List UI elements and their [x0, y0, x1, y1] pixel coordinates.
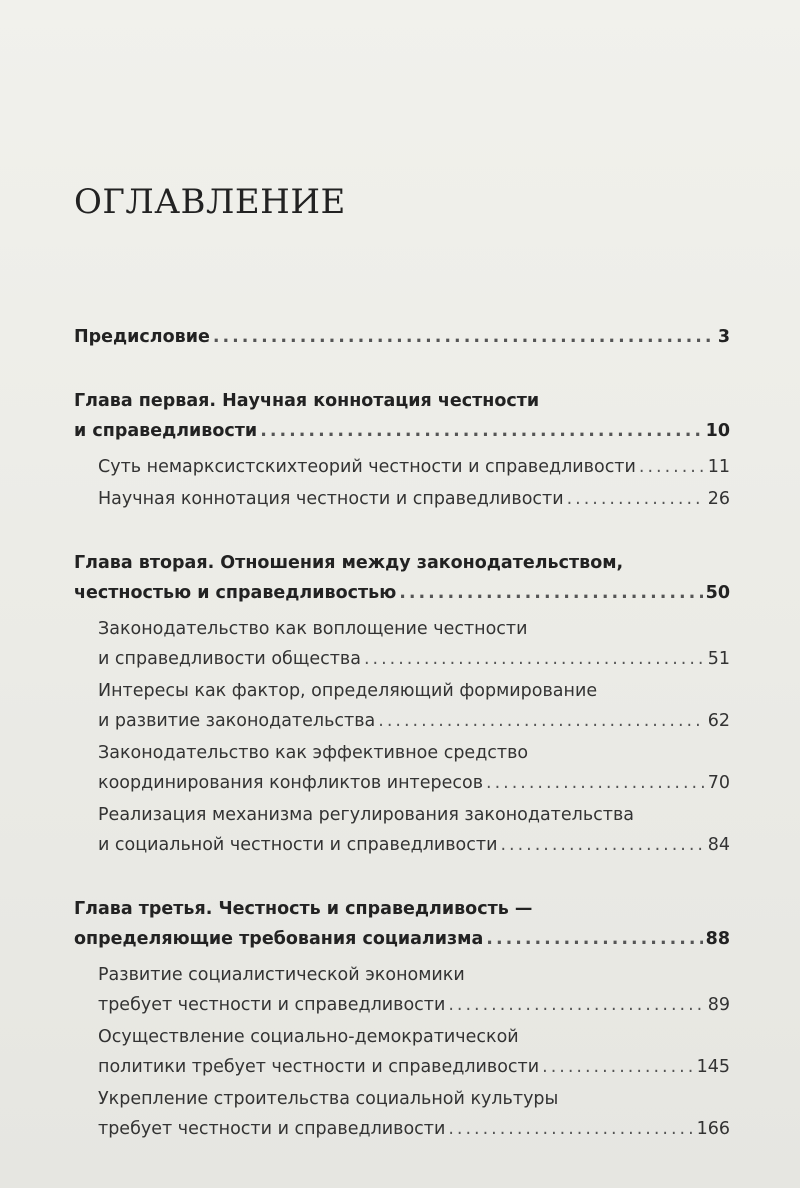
toc-entry-title-line: определяющие требования социализма	[74, 929, 484, 949]
toc-entry-title-line: координирования конфликтов интересов	[98, 773, 484, 793]
toc-entry-title-line: Предисловие	[74, 327, 210, 347]
toc-entry-row	[98, 990, 730, 1020]
dot-leader	[448, 1114, 693, 1144]
toc-section-entry	[98, 1022, 730, 1082]
dot-leader	[399, 578, 702, 608]
toc-page-number: 70	[707, 773, 730, 793]
toc-entry-title-line: Реализация механизма регулирования законодательства	[98, 805, 634, 825]
toc-entry-title-line: и справедливости	[74, 421, 258, 441]
toc-entry-row	[74, 322, 730, 352]
toc-entry-row	[74, 924, 730, 954]
toc-entry-title-line: и развитие законодательства	[98, 711, 376, 731]
toc-section-entry	[98, 960, 730, 1020]
toc-entry-title-line: Законодательство как воплощение честности	[98, 619, 528, 639]
toc-page-number: 51	[707, 649, 730, 669]
toc-chapter-entry	[74, 386, 730, 446]
toc-entry-title-line: Глава третья. Честность и справедливость —	[74, 899, 533, 919]
table-of-contents	[74, 322, 730, 1144]
dot-leader	[639, 452, 705, 482]
toc-entry-title-line: Глава вторая. Отношения между законодательством,	[74, 553, 624, 573]
toc-page-number: 10	[705, 421, 730, 441]
spacer	[74, 860, 730, 894]
toc-chapter-entry	[74, 322, 730, 352]
toc-section-entry	[98, 676, 730, 736]
toc-section-entry	[98, 1084, 730, 1144]
spacer	[74, 514, 730, 548]
toc-page-number: 26	[707, 489, 730, 509]
dot-leader	[378, 706, 704, 736]
toc-entry-row	[98, 452, 730, 482]
toc-page-number: 89	[707, 995, 730, 1015]
toc-section-entry	[98, 484, 730, 514]
toc-entry-row	[98, 830, 730, 860]
toc-section-entry	[98, 452, 730, 482]
toc-entry-row	[74, 578, 730, 608]
toc-page-number: 3	[717, 327, 730, 347]
page-title: ОГЛАВЛЕНИЕ	[74, 182, 346, 222]
toc-entry-title-line: Научная коннотация честности и справедливости	[98, 489, 564, 509]
toc-page-number: 11	[707, 457, 730, 477]
toc-chapter-entry	[74, 548, 730, 608]
dot-leader	[213, 322, 715, 352]
toc-entry-row	[98, 768, 730, 798]
toc-entry-title-line: Интересы как фактор, определяющий формирование	[98, 681, 598, 701]
toc-entry-title-line: Укрепление строительства социальной культуры	[98, 1089, 559, 1109]
toc-entry-title-line: Развитие социалистической экономики	[98, 965, 465, 985]
toc-entry-row	[98, 1052, 730, 1082]
toc-entry-title-line: Глава первая. Научная коннотация честности	[74, 391, 540, 411]
toc-section-entry	[98, 614, 730, 674]
toc-entry-row	[98, 644, 730, 674]
dot-leader	[486, 924, 702, 954]
toc-chapter-entry	[74, 894, 730, 954]
toc-entry-title-line: Суть немарксистскихтеорий честности и справедливости	[98, 457, 636, 477]
toc-entry-title-line: и справедливости общества	[98, 649, 361, 669]
toc-page-number: 84	[707, 835, 730, 855]
toc-page-number: 62	[707, 711, 730, 731]
toc-entry-row	[98, 1114, 730, 1144]
toc-page-number: 166	[696, 1119, 730, 1139]
toc-page-number: 88	[705, 929, 730, 949]
toc-entry-row	[98, 484, 730, 514]
dot-leader	[500, 830, 704, 860]
toc-entry-title-line: требует честности и справедливости	[98, 1119, 446, 1139]
dot-leader	[260, 416, 702, 446]
dot-leader	[364, 644, 705, 674]
dot-leader	[542, 1052, 693, 1082]
toc-entry-title-line: честностью и справедливостью	[74, 583, 397, 603]
spacer	[74, 352, 730, 386]
dot-leader	[486, 768, 705, 798]
toc-entry-row	[98, 706, 730, 736]
toc-entry-row	[74, 416, 730, 446]
toc-entry-title-line: требует честности и справедливости	[98, 995, 446, 1015]
toc-page-number: 50	[705, 583, 730, 603]
toc-section-entry	[98, 738, 730, 798]
toc-page-number: 145	[696, 1057, 730, 1077]
toc-entry-title-line: Осуществление социально-демократической	[98, 1027, 519, 1047]
toc-entry-title-line: Законодательство как эффективное средство	[98, 743, 529, 763]
toc-entry-title-line: политики требует честности и справедливости	[98, 1057, 540, 1077]
toc-section-entry	[98, 800, 730, 860]
dot-leader	[567, 484, 705, 514]
toc-entry-title-line: и социальной честности и справедливости	[98, 835, 498, 855]
dot-leader	[448, 990, 704, 1020]
